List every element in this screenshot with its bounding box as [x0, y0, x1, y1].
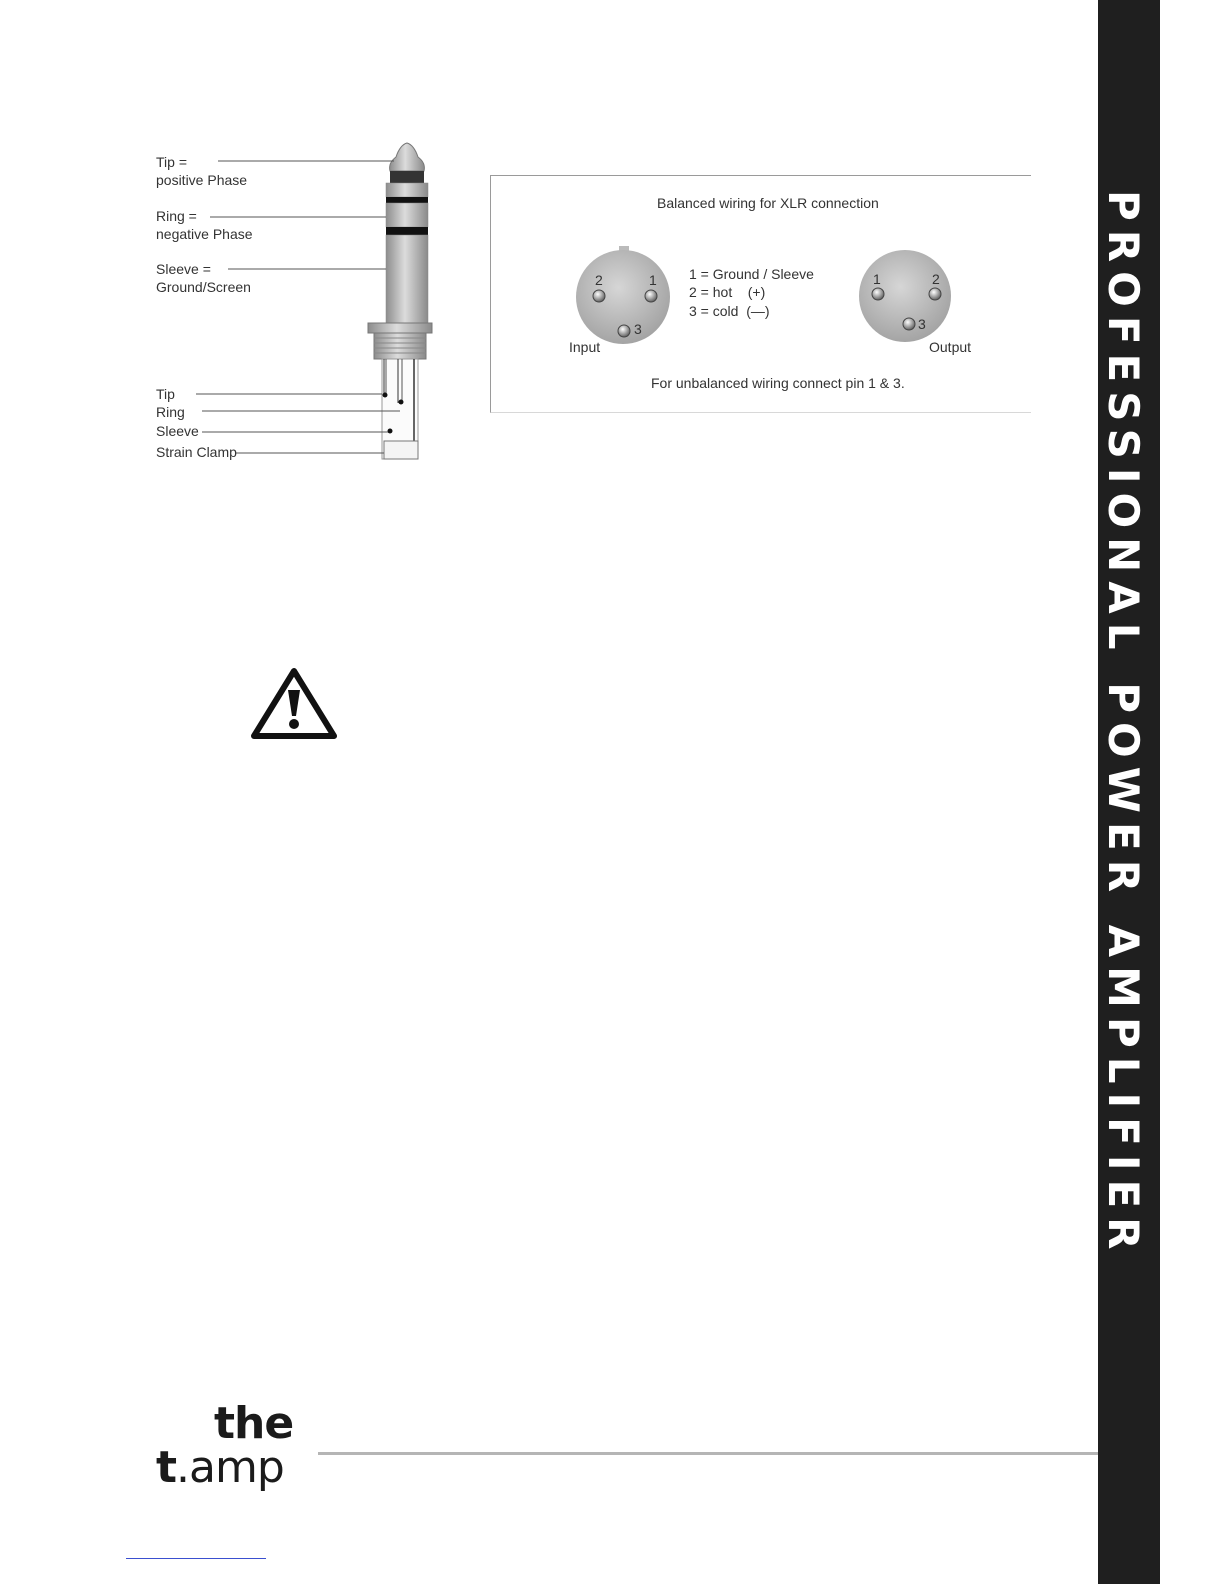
tip-description: positive Phase [156, 172, 248, 188]
wire-strain-clamp-label: Strain Clamp [156, 444, 237, 460]
unbalanced-note: For unbalanced wiring connect pin 1 & 3. [651, 375, 905, 391]
tip-label: Tip = [156, 154, 187, 170]
ring-description: negative Phase [156, 226, 253, 242]
footer-rule [318, 1452, 1098, 1455]
legend-pin-3: 3 = cold (—) [689, 303, 770, 319]
legend-pin-1: 1 = Ground / Sleeve [689, 266, 814, 282]
jack-plug-diagram [150, 135, 450, 475]
output-label: Output [929, 339, 972, 355]
sleeve-label: Sleeve = [156, 261, 211, 277]
side-title: PROFESSIONAL POWER AMPLIFIER [1099, 190, 1148, 1259]
logo-t: t [156, 1442, 177, 1493]
input-pin-3-label: 3 [634, 321, 642, 337]
output-pin-3-label: 3 [918, 316, 926, 332]
ring-label: Ring = [156, 208, 197, 224]
logo-line-1: the [214, 1398, 294, 1449]
input-pin-1-label: 1 [649, 272, 657, 288]
xlr-wiring-panel [490, 175, 1031, 413]
input-label: Input [569, 339, 601, 355]
logo-amp: .amp [176, 1442, 284, 1493]
output-pin-1-label: 1 [873, 271, 881, 287]
footer-link-underline [126, 1558, 266, 1559]
xlr-title: Balanced wiring for XLR connection [657, 195, 879, 211]
sleeve-description: Ground/Screen [156, 279, 251, 295]
xlr-input-connector [573, 244, 673, 344]
xlr-output-connector [855, 248, 955, 348]
wire-tip-label: Tip [156, 386, 175, 402]
wire-sleeve-label: Sleeve [156, 423, 199, 439]
legend-pin-2: 2 = hot (+) [689, 284, 766, 300]
warning-triangle-icon [250, 666, 338, 740]
output-pin-2-label: 2 [932, 271, 940, 287]
wire-ring-label: Ring [156, 404, 185, 420]
input-pin-2-label: 2 [595, 272, 603, 288]
brand-logo [150, 1398, 310, 1508]
side-title-band [1098, 0, 1160, 1584]
